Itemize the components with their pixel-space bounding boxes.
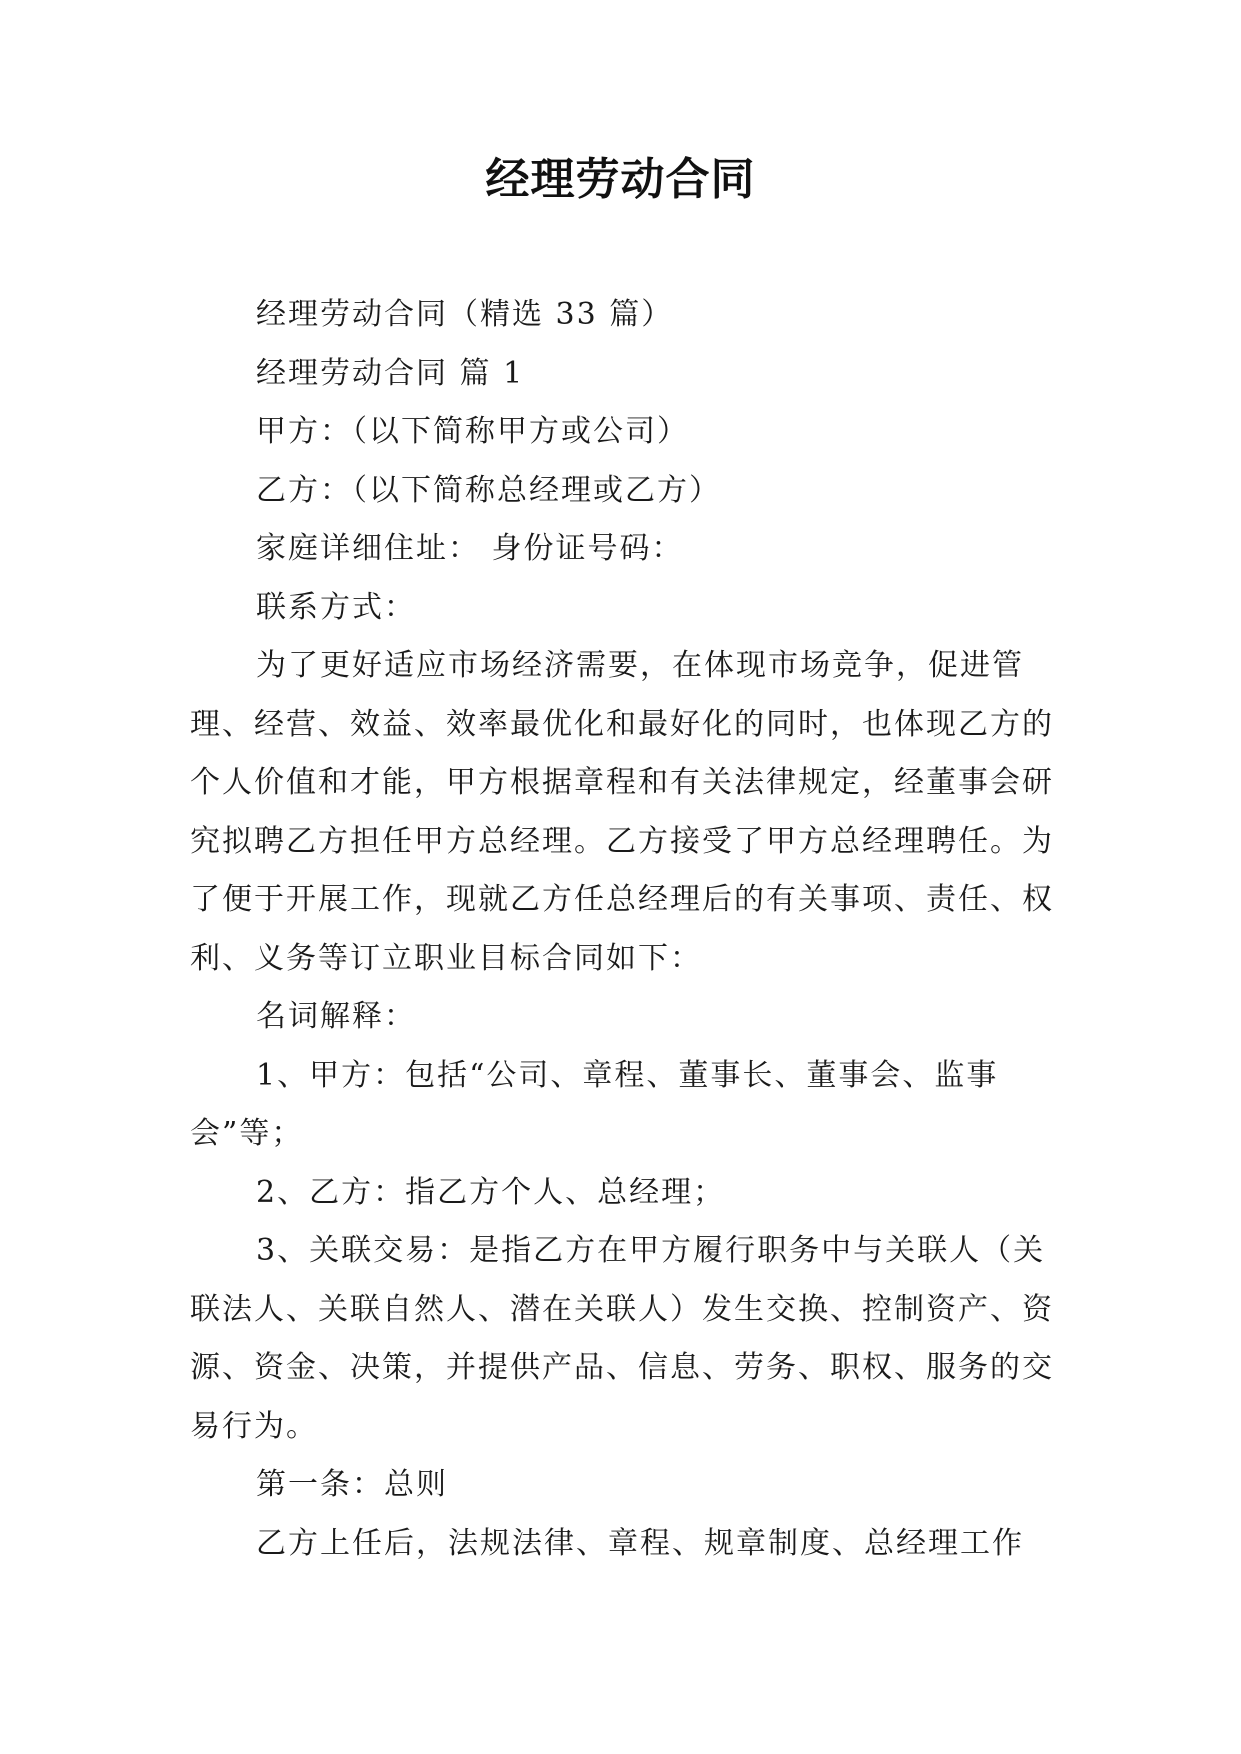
paragraph-preamble: 为了更好适应市场经济需要，在体现市场竞争，促进管理、经营、效益、效率最优化和最好化的同时，也体现乙方的个人价值和才能，甲方根据章程和有关法律规定，经董事会研究拟聘乙方担任甲方总经理。乙方接受了甲方总经理聘任。为了便于开展工作，现就乙方任总经理后的有关事项、责任、权利、义务等订立职业目标合同如下： [190,648,1054,976]
paragraph-definition-3: 3、关联交易：是指乙方在甲方履行职务中与关联人（关联法人、关联自然人、潜在关联人）发生交换、控制资产、资源、资金、决策，并提供产品、信息、劳务、职权、服务的交易行为。 [190,1233,1054,1444]
paragraph-contact: 联系方式： [256,589,416,625]
paragraph-section-heading: 经理劳动合同 篇 1 [256,355,525,391]
paragraph-party-b: 乙方：（以下简称总经理或乙方） [256,472,721,508]
paragraph-definitions-heading: 名词解释： [256,999,416,1034]
paragraph-party-a: 甲方：（以下简称甲方或公司） [256,414,689,449]
document-title: 经理劳动合同 [485,154,756,205]
paragraph-subtitle: 经理劳动合同（精选 33 篇） [256,297,674,332]
document-body [190,286,1060,1573]
paragraph-definition-1: 1、甲方：包括“公司、章程、董事长、董事会、监事会”等； [190,1057,999,1151]
paragraph-article-1-text: 乙方上任后，法规法律、章程、规章制度、总经理工作 [256,1525,1024,1561]
paragraph-article-1-heading: 第一条：总则 [256,1467,448,1502]
paragraph-address-id: 家庭详细住址： 身份证号码： [256,531,684,566]
paragraph-definition-2: 2、乙方：指乙方个人、总经理； [256,1174,726,1210]
